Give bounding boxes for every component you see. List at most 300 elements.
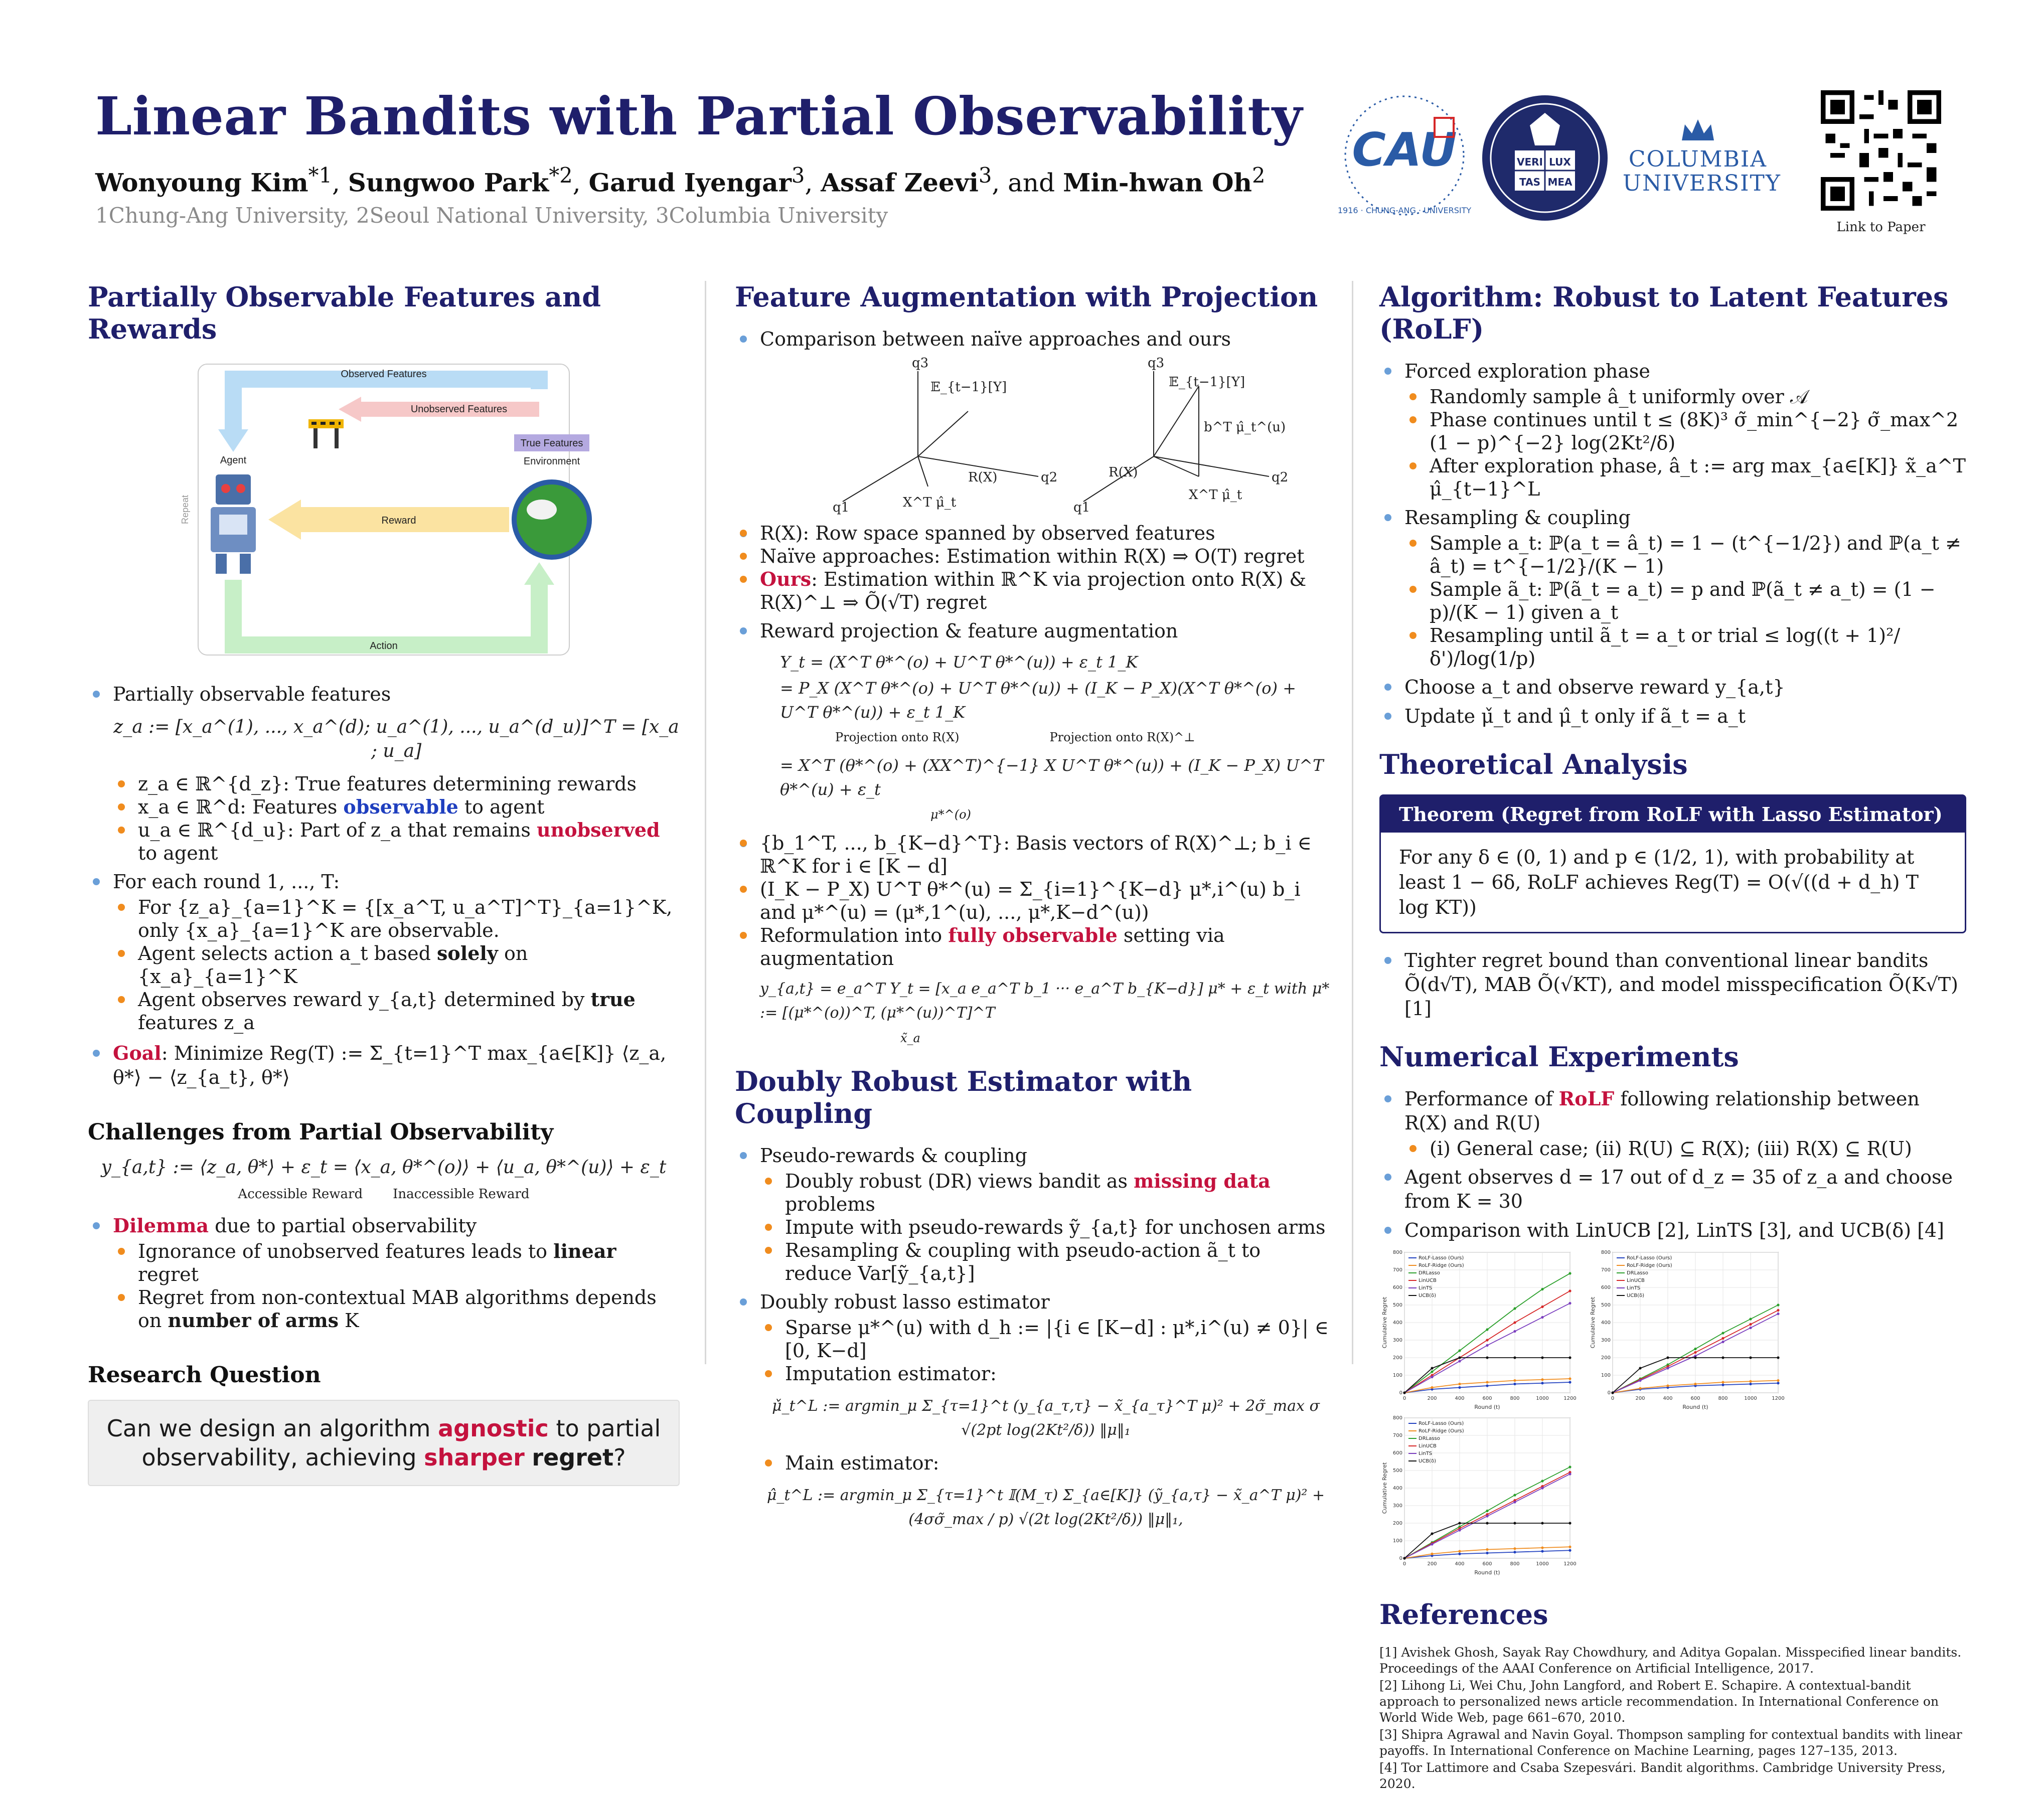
data-point [1513, 1307, 1516, 1310]
author-mark: *1 [308, 163, 332, 188]
affiliations: 1Chung-Ang University, 2Seoul National University, 3Columbia University [95, 203, 888, 228]
label-ey: 𝔼_{t−1}[Y] [1169, 375, 1245, 390]
data-point [1777, 1313, 1779, 1315]
regret-plot-3 [1379, 1413, 1575, 1578]
theorem-body: For any δ ∈ (0, 1) and p ∈ (1/2, 1), with probability at least 1 − 6δ, RoLF achieves Reg(T) = O(√((d + d_h) T log KT)) [1399, 846, 1919, 918]
sub-bullet: Impute with pseudo-rewards ỹ_{a,t} for unchosen arms [760, 1216, 1332, 1239]
legend-entry: RoLF-Ridge (Ours) [1627, 1263, 1672, 1268]
y-tick-label: 100 [1392, 1373, 1402, 1378]
data-point [1694, 1383, 1696, 1385]
bullet-group [735, 832, 1332, 1050]
axis-q2: q2 [1041, 470, 1058, 485]
data-point [1541, 1316, 1543, 1319]
equation-label: Accessible Reward [238, 1187, 363, 1202]
author-name: Wonyoung Kim [95, 168, 308, 198]
y-tick-label: 500 [1392, 1302, 1402, 1308]
diagram-environment: Environment [523, 456, 580, 467]
x-tick-label: 800 [1510, 1396, 1520, 1401]
y-tick-label: 600 [1601, 1285, 1611, 1290]
sub-bullet: Sparse μ*^(u) with d_h := |{i ∈ [K−d] : μ*,i^(u) ≠ 0}| ∈ [0, K−d] [760, 1316, 1332, 1362]
globe-icon [514, 482, 589, 557]
axis-q3: q3 [1148, 356, 1165, 371]
data-point [1721, 1356, 1724, 1359]
data-point [1513, 1547, 1516, 1550]
legend-entry: LinTS [1419, 1285, 1433, 1291]
data-point [1513, 1383, 1516, 1385]
reference-item: [2] Lihong Li, Wei Chu, John Langford, and Robert E. Schapire. A contextual-bandit approach to personalized news article recommendation. In International Conference on World Wide Web, page 661–670, 2010. [1379, 1678, 1939, 1725]
diagram-observed: Observed Features [341, 369, 427, 380]
y-tick-label: 400 [1392, 1486, 1402, 1491]
bullet-item: Goal: Minimize Reg(T) := Σ_{t=1}^T max_{a∈[K]} ⟨z_a, θ*⟩ − ⟨z_{a_t}, θ*⟩ [88, 1041, 680, 1089]
regret-plot-2 [1588, 1247, 1783, 1413]
data-point [1458, 1550, 1461, 1552]
bullet-item: Reward projection & feature augmentation Y_t = (X^T θ*^(o) + U^T θ*^(u)) + ε_t 1_K = P_X (X^T θ*^(o) + U^T θ*^(u)) + (I_K − P_X)(X^T θ*^(o) + U^T θ*^(u)) + ε_t 1_K Projection onto R(X) Projection onto R(X)^⊥ = X^T (θ*^(o) + (XX^T)^{−1} X U^T θ*^(u)) + (I_K − P_X) U^T θ*^(u) + ε_t μ*^(o) [735, 619, 1332, 827]
data-point [1513, 1551, 1516, 1553]
snu-logo-text: VERI [1517, 156, 1543, 168]
data-point [1568, 1522, 1571, 1524]
label-xmu: X^T μ̂_t [1189, 487, 1242, 503]
cau-logo [1329, 90, 1480, 221]
qr-caption: Link to Paper [1836, 220, 1926, 235]
data-point [1721, 1381, 1724, 1383]
x-tick-label: 1000 [1536, 1561, 1549, 1567]
axis-q2: q2 [1272, 470, 1289, 485]
data-point [1431, 1532, 1433, 1535]
author-name: Assaf Zeevi [821, 168, 979, 198]
data-point [1458, 1386, 1461, 1389]
data-point [1486, 1328, 1488, 1331]
data-point [1568, 1473, 1571, 1475]
sub-bullet: Agent selects action a_t based solely on {x_a}_{a=1}^K [113, 942, 680, 988]
x-tick-label: 600 [1482, 1561, 1492, 1567]
data-point [1568, 1289, 1571, 1292]
y-tick-label: 100 [1601, 1373, 1611, 1378]
equation: μ̂_t^L := argmin_μ Σ_{τ=1}^t 𝕀(M_τ) Σ_{a∈[K]} (ỹ_{a,τ} − x̃_a^T μ)² + (4σσ̃_max / p) √(2t log(2Kt²/δ)) ‖μ‖₁, [766, 1487, 1325, 1528]
data-point [1458, 1553, 1461, 1555]
sub-bullet: u_a ∈ ℝ^{d_u}: Part of z_a that remains unobserved to agent [113, 819, 680, 865]
crown-icon [1678, 115, 1718, 145]
x-tick-label: 1000 [1744, 1396, 1757, 1401]
y-tick-label: 800 [1601, 1250, 1611, 1255]
data-point [1568, 1272, 1571, 1274]
cau-logo-text: CAU [1352, 123, 1457, 177]
diagram-agent: Agent [220, 455, 247, 466]
legend-entry: UCB(δ) [1419, 1293, 1437, 1298]
data-point [1458, 1383, 1461, 1385]
sub-bullet: Sample a_t: ℙ(a_t = â_t) = 1 − (t^{−1/2}) and ℙ(a_t ≠ â_t) = t^{−1/2}/(K − 1) [1404, 532, 1966, 578]
data-point [1749, 1323, 1752, 1326]
legend-entry: LinTS [1419, 1451, 1433, 1456]
data-point [1486, 1344, 1488, 1347]
sub-bullet: Ignorance of unobserved features leads to linear regret [113, 1240, 680, 1286]
data-point [1694, 1348, 1696, 1350]
data-point [1486, 1552, 1488, 1554]
x-tick-label: 600 [1690, 1396, 1700, 1401]
sub-bullet: Agent observes reward y_{a,t} determined by true features z_a [113, 988, 680, 1034]
bullet-item: Pseudo-rewards & coupling Doubly robust (DR) views bandit as missing data problems Impute with pseudo-rewards ỹ_{a,t} for unchosen arms Resampling & coupling with pseudo-action ã_t to reduce Var[ỹ_{a,t}] [735, 1144, 1332, 1285]
data-point [1541, 1378, 1543, 1381]
column-divider [705, 281, 706, 1364]
legend-entry: DRLasso [1419, 1270, 1440, 1276]
section-heading: Challenges from Partial Observability [88, 1119, 554, 1145]
x-tick-label: 600 [1482, 1396, 1492, 1401]
theorem-box [1379, 794, 1966, 933]
sub-bullet: Phase continues until t ≤ (8K)³ σ̃_min^{−2} σ̃_max^2 (1 − p)^{−2} log(2Kt²/δ) [1404, 408, 1966, 454]
y-tick-label: 500 [1392, 1468, 1402, 1474]
theorem-title: Theorem (Regret from RoLF with Lasso Estimator) [1381, 796, 1965, 833]
data-point [1541, 1546, 1543, 1549]
section-heading: Feature Augmentation with Projection [735, 281, 1318, 313]
bandit-loop-diagram [88, 359, 680, 660]
data-point [1749, 1383, 1752, 1385]
y-tick-label: 200 [1392, 1355, 1402, 1361]
legend-entry: RoLF-Ridge (Ours) [1419, 1263, 1464, 1268]
y-axis-label: Cumulative Regret [1590, 1296, 1597, 1349]
data-point [1721, 1337, 1724, 1340]
sub-bullet: Regret from non-contextual MAB algorithms depends on number of arms K [113, 1286, 680, 1332]
data-point [1431, 1386, 1433, 1389]
equation-label: Projection onto R(X)^⊥ [1049, 730, 1195, 744]
bullet-item: Doubly robust lasso estimator Sparse μ*^(u) with d_h := |{i ∈ [K−d] : μ*,i^(u) ≠ 0}| ∈ [0, K−d] Imputation estimator: μ̌_t^L := argmin_μ Σ_{τ=1}^t (y_{a_τ,τ} − x̃_{a_τ}^T μ)² + 2σ̃_max σ √(2pt log(2Kt²/δ)) ‖μ‖₁ Main estimator: μ̂_t^L := argmin_μ Σ_{τ=1}^t 𝕀(M_τ) Σ_{a∈[K]} (ỹ_{a,τ} − x̃_a^T μ)² + (4σσ̃_max / p) √(2t log(2Kt²/δ)) ‖μ‖₁, [735, 1290, 1332, 1532]
data-point [1749, 1380, 1752, 1383]
data-point [1513, 1522, 1516, 1524]
bullet-item: Tighter regret bound than conventional linear bandits Õ(d√T), MAB Õ(√KT), and model misspecification Õ(K√T) [1] [1379, 948, 1966, 1021]
poster-title: Linear Bandits with Partial Observability [95, 85, 1303, 147]
y-tick-label: 800 [1392, 1415, 1402, 1421]
bullet-item: Partially observable features z_a := [x_a^(1), ..., x_a^(d); u_a^(1), ..., u_a^(d_u)]^T = [x_a ; u_a] z_a ∈ ℝ^{d_z}: True features determining rewards x_a ∈ ℝ^d: Features observable to agent u_a ∈ ℝ^{d_u}: Part of z_a that remains unobserved to agent [88, 682, 680, 865]
sub-bullet: Resampling until ã_t = a_t or trial ≤ log((t + 1)²/δ')/log(1/p) [1404, 624, 1966, 670]
sub-bullet: Sample ã_t: ℙ(ã_t = a_t) = p and ℙ(ã_t ≠ a_t) = (1 − p)/(K − 1) given a_t [1404, 578, 1966, 624]
label-rx: R(X) [1109, 465, 1138, 480]
projection-figure [757, 356, 1309, 517]
bullet-item: Performance of RoLF following relationship between R(X) and R(U) (i) General case; (ii) R(U) ⊆ R(X); (iii) R(X) ⊆ R(U) [1379, 1087, 1966, 1160]
x-tick-label: 400 [1455, 1561, 1465, 1567]
data-point [1541, 1522, 1543, 1524]
data-point [1541, 1306, 1543, 1308]
legend-entry: DRLasso [1627, 1270, 1648, 1276]
y-tick-label: 700 [1601, 1267, 1611, 1273]
x-tick-label: 200 [1635, 1396, 1645, 1401]
equation-label: Inaccessible Reward [393, 1187, 530, 1202]
x-tick-label: 200 [1427, 1561, 1437, 1567]
data-point [1666, 1384, 1669, 1387]
bullet-item: Dilemma due to partial observability Ignorance of unobserved features leads to linear regret Regret from non-contextual MAB algorithms depends on number of arms K [88, 1214, 680, 1332]
data-point [1777, 1379, 1779, 1382]
sub-bullet: For {z_a}_{a=1}^K = {[x_a^T, u_a^T]^T}_{a=1}^K, only {x_a}_{a=1}^K are observable. [113, 896, 680, 942]
data-point [1458, 1349, 1461, 1352]
data-point [1568, 1546, 1571, 1548]
data-point [1458, 1356, 1461, 1359]
legend-entry: RoLF-Ridge (Ours) [1419, 1428, 1464, 1434]
y-tick-label: 300 [1601, 1338, 1611, 1343]
legend-entry: LinUCB [1419, 1443, 1437, 1449]
y-tick-label: 200 [1601, 1355, 1611, 1361]
section-heading: Theoretical Analysis [1379, 748, 1688, 780]
y-tick-label: 700 [1392, 1267, 1402, 1273]
sub-bullet: Resampling & coupling with pseudo-action ã_t to reduce Var[ỹ_{a,t}] [760, 1239, 1332, 1285]
sub-bullet: Ours: Estimation within ℝ^K via projection onto R(X) & R(X)^⊥ ⇒ Õ(√T) regret [735, 568, 1332, 614]
sub-bullet: Imputation estimator: [760, 1362, 1332, 1385]
legend-entry: LinTS [1627, 1285, 1641, 1291]
data-point [1721, 1384, 1724, 1386]
label-ey: 𝔼_{t−1}[Y] [930, 380, 1007, 395]
x-tick-label: 0 [1611, 1396, 1615, 1401]
sub-bullet: Doubly robust (DR) views bandit as missing data problems [760, 1170, 1332, 1216]
diagram-action: Action [370, 640, 398, 651]
cau-logo-ring: 1916 · CHUNG-ANG · UNIVERSITY [1337, 206, 1472, 215]
snu-logo-text: TAS [1519, 176, 1540, 188]
data-point [1749, 1318, 1752, 1320]
data-point [1458, 1529, 1461, 1531]
data-point [1541, 1382, 1543, 1384]
y-axis-label: Cumulative Regret [1381, 1296, 1388, 1349]
data-point [1486, 1548, 1488, 1551]
y-tick-label: 600 [1392, 1450, 1402, 1456]
columbia-logo [1623, 115, 1781, 216]
robot-icon [211, 474, 256, 574]
sub-bullet: {b_1^T, ..., b_{K−d}^T}: Basis vectors of R(X)^⊥; b_i ∈ ℝ^K for i ∈ [K − d] [735, 832, 1332, 878]
legend-entry: LinUCB [1627, 1278, 1645, 1283]
diagram-true-features: True Features [520, 438, 583, 449]
label-xmu: X^T μ̂_t [903, 495, 957, 510]
sub-bullet: (i) General case; (ii) R(U) ⊆ R(X); (iii) R(X) ⊆ R(U) [1404, 1137, 1966, 1160]
bullet-group [735, 522, 1332, 614]
y-axis-label: Cumulative Regret [1381, 1462, 1388, 1514]
reference-item: [4] Tor Lattimore and Csaba Szepesvári. Bandit algorithms. Cambridge University Press, 2020. [1379, 1760, 1946, 1791]
equation: y_{a,t} = e_a^T Y_t = [x_a e_a^T b_1 ··· e_a^T b_{K−d}] μ* + ε_t with μ* := [(μ*^(o))^T, (μ*^(u))^T]^T [760, 980, 1330, 1022]
legend-entry: UCB(δ) [1627, 1293, 1645, 1298]
data-point [1486, 1339, 1488, 1341]
axis-q3: q3 [912, 356, 929, 371]
column-divider [1352, 281, 1353, 1364]
sub-bullet: x_a ∈ ℝ^d: Features observable to agent [113, 795, 680, 819]
sub-bullet: Reformulation into fully observable setting via augmentation [735, 924, 1332, 970]
equation-label: μ*^(o) [930, 807, 971, 822]
x-tick-label: 1200 [1563, 1396, 1577, 1401]
bullet-item: Agent observes d = 17 out of d_z = 35 of z_a and choose from K = 30 [1379, 1165, 1966, 1213]
legend-entry: UCB(δ) [1419, 1458, 1437, 1464]
data-point [1513, 1379, 1516, 1382]
data-point [1513, 1321, 1516, 1324]
author-mark: 3 [791, 163, 805, 188]
columbia-line2: UNIVERSITY [1623, 171, 1781, 196]
legend-entry: DRLasso [1419, 1436, 1440, 1441]
x-tick-label: 1200 [1772, 1396, 1785, 1401]
x-tick-label: 200 [1427, 1396, 1437, 1401]
author-name: Garud Iyengar [588, 168, 792, 198]
bullet-item: Comparison between naïve approaches and ours [735, 327, 1332, 351]
data-point [1721, 1341, 1724, 1343]
qr-code[interactable] [1821, 90, 1941, 211]
sub-bullet: z_a ∈ ℝ^{d_z}: True features determining rewards [113, 772, 680, 795]
x-tick-label: 1000 [1536, 1396, 1549, 1401]
y-tick-label: 600 [1392, 1285, 1402, 1290]
reference-list [1379, 1645, 1966, 1792]
data-point [1666, 1367, 1669, 1369]
reference-item: [3] Shipra Agrawal and Navin Goyal. Thompson sampling for contextual bandits with linear payoffs. In International Conference on Machine Learning, pages 127–135, 2013. [1379, 1727, 1962, 1758]
equation: y_{a,t} := ⟨z_a, θ*⟩ + ε_t = ⟨x_a, θ*^(o)⟩ + ⟨u_a, θ*^(u)⟩ + ε_t [101, 1157, 667, 1178]
x-axis-label: Round (t) [1474, 1569, 1500, 1576]
section-heading: Doubly Robust Estimator with Coupling [735, 1065, 1192, 1129]
snu-logo-text: MEA [1547, 176, 1573, 188]
legend-entry: LinUCB [1419, 1278, 1437, 1283]
data-point [1777, 1356, 1779, 1359]
data-point [1541, 1356, 1543, 1359]
legend-entry: RoLF-Lasso (Ours) [1419, 1421, 1464, 1426]
sub-bullet: After exploration phase, â_t := arg max_{a∈[K]} x̃_a^T μ̂_{t−1}^L [1404, 454, 1966, 501]
barrier-icon [308, 419, 344, 448]
snu-logo [1475, 90, 1615, 226]
x-tick-label: 1200 [1563, 1561, 1577, 1567]
data-point [1431, 1553, 1433, 1555]
column-left [88, 281, 680, 1486]
data-point [1568, 1549, 1571, 1552]
sub-bullet: R(X): Row space spanned by observed features [735, 522, 1332, 545]
y-tick-label: 400 [1601, 1320, 1611, 1326]
x-tick-label: 400 [1455, 1396, 1465, 1401]
data-point [1513, 1356, 1516, 1359]
data-point [1486, 1384, 1488, 1387]
author-name: Sungwoo Park [348, 168, 549, 198]
data-point [1777, 1303, 1779, 1306]
x-tick-label: 0 [1402, 1561, 1406, 1567]
data-point [1694, 1356, 1696, 1359]
legend-entry: RoLF-Lasso (Ours) [1627, 1255, 1672, 1261]
data-point [1513, 1330, 1516, 1333]
axis-q1: q1 [833, 500, 850, 515]
column-right [1379, 281, 1966, 1793]
data-point [1721, 1332, 1724, 1334]
diagram-repeat: Repeat [180, 495, 190, 525]
regret-plot-1 [1379, 1247, 1575, 1413]
data-point [1431, 1370, 1433, 1373]
x-tick-label: 0 [1402, 1396, 1406, 1401]
snu-logo-text: LUX [1549, 156, 1571, 168]
sub-bullet: Naïve approaches: Estimation within R(X) ⇒ O(T) regret [735, 545, 1332, 568]
x-axis-label: Round (t) [1682, 1404, 1708, 1410]
data-point [1639, 1379, 1641, 1382]
x-tick-label: 800 [1718, 1396, 1728, 1401]
data-point [1749, 1327, 1752, 1329]
y-tick-label: 0 [1399, 1390, 1402, 1396]
y-tick-label: 500 [1601, 1302, 1611, 1308]
data-point [1403, 1557, 1405, 1559]
x-axis-label: Round (t) [1474, 1404, 1500, 1410]
data-point [1694, 1351, 1696, 1354]
author-list: Wonyoung Kim$^{*1}$, Sungwoo Park$^{*2}$, Garud Iyengar$^3$, Assaf Zeevi$^3$, and Min-hwan Oh$^2$ [95, 163, 1266, 198]
bullet-item: Comparison with LinUCB [2], LinTS [3], and UCB(δ) [4] [1379, 1218, 1966, 1242]
y-tick-label: 0 [1399, 1556, 1402, 1561]
data-point [1639, 1387, 1641, 1390]
data-point [1777, 1382, 1779, 1384]
data-point [1458, 1360, 1461, 1362]
data-point [1666, 1356, 1669, 1359]
y-tick-label: 800 [1392, 1250, 1402, 1255]
bullet-item: Update μ̌_t and μ̂_t only if ã_t = a_t [1379, 704, 1966, 728]
equation: = X^T (θ*^(o) + (XX^T)^{−1} X U^T θ*^(u)) + (I_K − P_X) U^T θ*^(u) + ε_t [780, 756, 1324, 799]
reference-item: [1] Avishek Ghosh, Sayak Ray Chowdhury, and Aditya Gopalan. Misspecified linear bandits. Proceedings of the AAAI Conference on Artificial Intelligence, 2017. [1379, 1645, 1962, 1676]
author-mark: 2 [1251, 163, 1266, 188]
column-middle [735, 281, 1332, 1541]
bullet-item: Forced exploration phase Randomly sample â_t uniformly over 𝒜 Phase continues until t ≤ (8K)³ σ̃_min^{−2} σ̃_max^2 (1 − p)^{−2} log(2Kt²/δ) After exploration phase, â_t := arg max_{a∈[K]} x̃_a^T μ̂_{t−1}^L [1379, 359, 1966, 501]
equation: z_a := [x_a^(1), ..., x_a^(d); u_a^(1), ..., u_a^(d_u)]^T = [x_a ; u_a] [113, 717, 679, 761]
data-point [1611, 1391, 1614, 1394]
data-point [1431, 1543, 1433, 1545]
diagram-unobserved: Unobserved Features [410, 404, 508, 415]
data-point [1541, 1487, 1543, 1489]
data-point [1431, 1376, 1433, 1378]
data-point [1486, 1522, 1488, 1524]
data-point [1403, 1391, 1405, 1394]
equation-label: x̃_a [900, 1031, 920, 1045]
y-tick-label: 700 [1392, 1433, 1402, 1438]
data-point [1568, 1377, 1571, 1380]
y-tick-label: 100 [1392, 1538, 1402, 1544]
section-heading: Algorithm: Robust to Latent Features (RoLF) [1379, 281, 1949, 345]
data-point [1458, 1522, 1461, 1524]
y-tick-label: 0 [1607, 1390, 1611, 1396]
equation: Y_t = (X^T θ*^(o) + U^T θ*^(u)) + ε_t 1_K [780, 653, 1138, 672]
section-heading: Research Question [88, 1362, 321, 1388]
data-point [1486, 1515, 1488, 1517]
data-point [1568, 1356, 1571, 1359]
y-tick-label: 300 [1392, 1503, 1402, 1509]
data-point [1431, 1367, 1433, 1369]
sub-bullet: Randomly sample â_t uniformly over 𝒜 [1404, 385, 1966, 408]
author-name: Min-hwan Oh [1063, 168, 1252, 198]
x-tick-label: 400 [1663, 1396, 1673, 1401]
data-point [1513, 1501, 1516, 1503]
data-point [1486, 1381, 1488, 1383]
bullet-item: For each round 1, ..., T: For {z_a}_{a=1}^K = {[x_a^T, u_a^T]^T}_{a=1}^K, only {x_a}_{a=1}^K are observable. Agent selects action a_t based solely on {x_a}_{a=1}^K Agent observes reward y_{a,t} determined by true features z_a [88, 870, 680, 1034]
label-rx: R(X) [968, 470, 998, 485]
experiment-figures [1379, 1247, 1966, 1578]
data-point [1541, 1480, 1543, 1482]
x-tick-label: 800 [1510, 1561, 1520, 1567]
data-point [1513, 1494, 1516, 1496]
axis-q1: q1 [1073, 500, 1090, 515]
equation: μ̌_t^L := argmin_μ Σ_{τ=1}^t (y_{a_τ,τ} − x̃_{a_τ}^T μ)² + 2σ̃_max σ √(2pt log(2Kt²/δ)) ‖μ‖₁ [772, 1397, 1320, 1439]
data-point [1541, 1550, 1543, 1552]
data-point [1568, 1381, 1571, 1383]
data-point [1486, 1356, 1488, 1359]
sub-bullet: Main estimator: [760, 1451, 1332, 1475]
bullet-item: Choose a_t and observe reward y_{a,t} [1379, 675, 1966, 699]
y-tick-label: 300 [1392, 1338, 1402, 1343]
sub-bullet: (I_K − P_X) U^T θ*^(u) = Σ_{i=1}^{K−d} μ*,i^(u) b_i and μ*^(u) = (μ*,1^(u), ..., μ*,K−d^(u)) [735, 878, 1332, 924]
data-point [1568, 1465, 1571, 1468]
data-point [1541, 1288, 1543, 1290]
data-point [1486, 1510, 1488, 1512]
diagram-reward: Reward [381, 515, 416, 526]
research-question-box: Can we design an algorithm agnostic to partial observability, achieving sharper regret? [88, 1400, 680, 1486]
columbia-line1: COLUMBIA [1628, 146, 1768, 172]
author-mark: *2 [549, 163, 573, 188]
y-tick-label: 200 [1392, 1521, 1402, 1526]
legend-entry: RoLF-Lasso (Ours) [1419, 1255, 1464, 1261]
author-mark: 3 [978, 163, 992, 188]
label-bmu: b^T μ̂_t^(u) [1204, 420, 1286, 435]
data-point [1568, 1302, 1571, 1305]
y-tick-label: 400 [1392, 1320, 1402, 1326]
and-word: and [1008, 168, 1055, 198]
data-point [1639, 1367, 1641, 1369]
section-heading: Numerical Experiments [1379, 1041, 1739, 1073]
data-point [1777, 1309, 1779, 1312]
bullet-item: Resampling & coupling Sample a_t: ℙ(a_t = â_t) = 1 − (t^{−1/2}) and ℙ(a_t ≠ â_t) = t^{−1/2}/(K − 1) Sample ã_t: ℙ(ã_t = a_t) = p and ℙ(ã_t ≠ a_t) = (1 − p)/(K − 1) given a_t Resampling until ã_t = a_t or trial ≤ log((t + 1)²/δ')/log(1/p) [1379, 506, 1966, 670]
equation: = P_X (X^T θ*^(o) + U^T θ*^(u)) + (I_K − P_X)(X^T θ*^(o) + U^T θ*^(u)) + ε_t 1_K [780, 679, 1296, 722]
section-heading: Partially Observable Features and Rewards [88, 281, 601, 345]
